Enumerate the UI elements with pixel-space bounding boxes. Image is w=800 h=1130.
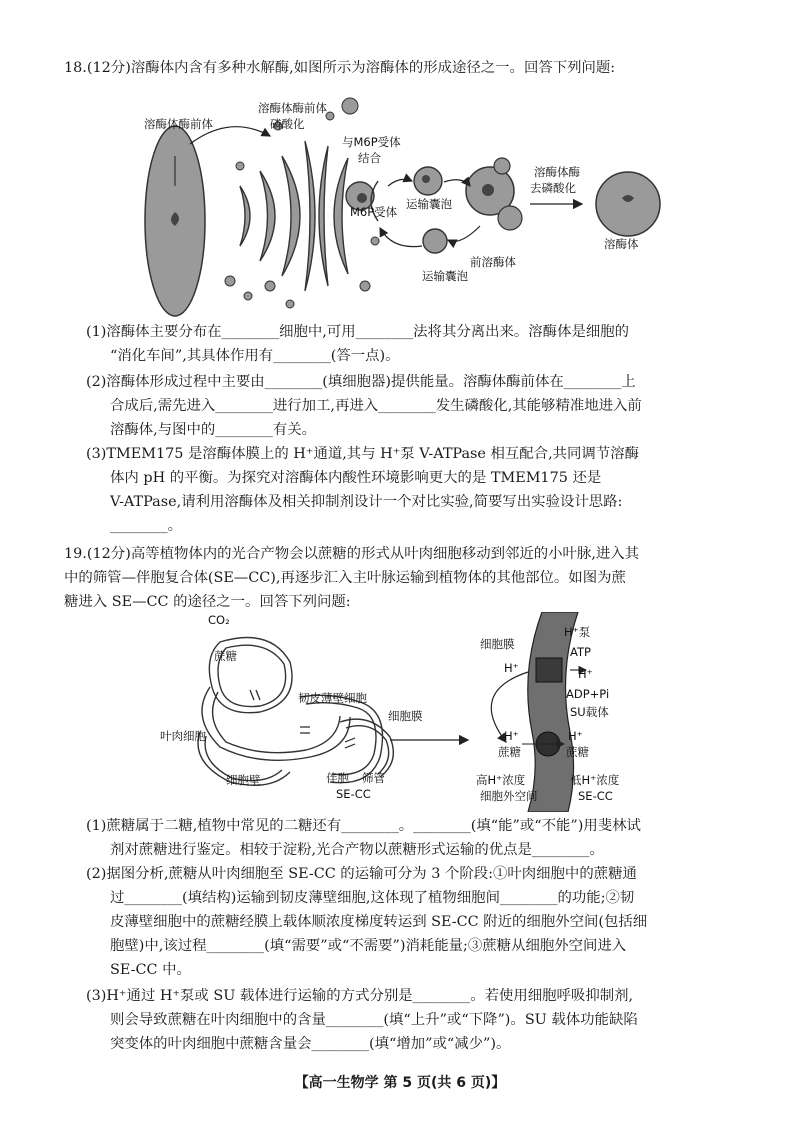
q18-sub3-line3: V-ATPase,请利用溶酶体及相关抑制剂设计一个对比实验,简要写出实验设计思路: <box>110 494 623 510</box>
label-hpump: H⁺泵 <box>564 625 591 639</box>
q19-stem-line3: 糖进入 SE—CC 的途径之一。回答下列问题: <box>64 594 351 610</box>
q18-sub2-line3: 溶酶体,与图中的________有关。 <box>110 422 317 438</box>
label-high-h: 高H⁺浓度 <box>476 773 526 787</box>
h-pump <box>536 658 562 682</box>
q19-sub1-line2: 剂对蔗糖进行鉴定。相较于淀粉,光合产物以蔗糖形式运输的优点是________。 <box>110 842 604 858</box>
label-sucrose-mid-left: 蔗糖 <box>498 745 521 759</box>
label-secc-left: SE-CC <box>336 787 371 801</box>
label-atp: ATP <box>570 645 591 659</box>
label-h-mid-left: H⁺ <box>504 729 519 743</box>
label-h-top-right: H⁺ <box>578 667 593 681</box>
label-lysosome: 溶酶体 <box>604 237 639 251</box>
label-dephos-2: 去磷酸化 <box>530 181 576 195</box>
golgi-apparatus <box>240 141 348 291</box>
label-vesicle-top: 运输囊泡 <box>406 197 452 211</box>
q19-sub2-line3: 皮薄壁细胞中的蔗糖经膜上载体顺浓度梯度转运到 SE-CC 附近的细胞外空间(包括细 <box>110 914 648 930</box>
label-membrane-left: 细胞膜 <box>388 709 423 723</box>
label-phos-1: 溶酶体酶前体 <box>258 101 327 115</box>
label-sucrose-mid-right: 蔗糖 <box>566 745 589 759</box>
q18-sub1-line1: (1)溶酶体主要分布在________细胞中,可用________法将其分离出来。溶酶体是细胞的 <box>86 324 630 340</box>
label-outer-space: 细胞外空间 <box>480 789 538 803</box>
q19-sub3-line3: 突变体的叶肉细胞中蔗糖含量会________(填“增加”或“减少”)。 <box>110 1036 511 1052</box>
label-sieve: 筛管 <box>362 771 385 785</box>
q19-stem-line2: 中的筛管—伴胞复合体(SE—CC),再逐步汇入主叶脉运输到植物体的其他部位。如图为蔗 <box>64 570 626 586</box>
label-bind-2: 结合 <box>358 151 381 165</box>
label-phos-2: 磷酸化 <box>270 117 305 131</box>
label-h-top-left: H⁺ <box>504 661 519 675</box>
q19-stem-line1: 19.(12分)高等植物体内的光合产物会以蔗糖的形式从叶肉细胞移动到邻近的小叶脉,进入其 <box>64 546 640 562</box>
label-vesicle-bottom: 运输囊泡 <box>422 269 468 283</box>
label-secc-right: SE-CC <box>578 789 613 803</box>
label-phloem: 韧皮薄壁细胞 <box>298 691 367 705</box>
page-footer: 【高一生物学 第 5 页(共 6 页)】 <box>294 1075 506 1091</box>
q19-sub2-line2: 过________(填结构)运输到韧皮薄壁细胞,这体现了植物细胞间________的功能;②韧 <box>110 890 635 906</box>
q19-sub3-line2: 则会导致蔗糖在叶肉细胞中的含量________(填“上升”或“下降”)。SU 载体功能缺陷 <box>110 1012 638 1028</box>
lysosome <box>596 172 660 236</box>
q18-sub3-line4: ________。 <box>110 518 182 534</box>
q18-sub2-line2: 合成后,需先进入________进行加工,再进入________发生磷酸化,其能够精准地进入前 <box>110 398 642 414</box>
label-co2: CO₂ <box>208 613 230 627</box>
sucrose-transport-diagram <box>150 612 670 812</box>
label-mesophyll: 叶肉细胞 <box>160 729 206 743</box>
q18-sub2-line1: (2)溶酶体形成过程中主要由________(填细胞器)提供能量。溶酶体酶前体在________上 <box>86 374 636 390</box>
q18-sub3-line1: (3)TMEM175 是溶酶体膜上的 H⁺通道,其与 H⁺泵 V-ATPase 相互配合,共同调节溶酶 <box>86 446 639 462</box>
q18-stem: 18.(12分)溶酶体内含有多种水解酶,如图所示为溶酶体的形成途径之一。回答下列问题: <box>64 60 616 76</box>
label-companion: 伴胞 <box>326 771 349 785</box>
q19-sub3-line1: (3)H⁺通过 H⁺泵或 SU 载体进行运输的方式分别是________。若使用细胞呼吸抑制剂, <box>86 988 634 1004</box>
label-adp: ADP+Pi <box>566 687 610 701</box>
label-cellwall: 细胞壁 <box>226 773 261 787</box>
label-sucrose-left: 蔗糖 <box>214 649 237 663</box>
label-su: SU载体 <box>570 705 609 719</box>
label-receptor: M6P受体 <box>350 205 398 219</box>
label-dephos-1: 溶酶体酶 <box>534 165 580 179</box>
q19-sub2-line5: SE-CC 中。 <box>110 962 191 978</box>
label-membrane-right: 细胞膜 <box>480 637 515 651</box>
label-prelyso: 前溶酶体 <box>470 255 516 269</box>
q18-sub3-line2: 体内 pH 的平衡。为探究对溶酶体内酸性环境影响更大的是 TMEM175 还是 <box>110 470 602 486</box>
q18-sub1-line2: “消化车间”,其具体作用有________(答一点)。 <box>110 348 400 364</box>
lysosome-formation-diagram <box>130 86 690 326</box>
label-bind-1: 与M6P受体 <box>342 135 401 149</box>
label-h-mid-right: H⁺ <box>568 729 583 743</box>
label-precursor: 溶酶体酶前体 <box>144 117 213 131</box>
q19-sub2-line1: (2)据图分析,蔗糖从叶肉细胞至 SE-CC 的运输可分为 3 个阶段:①叶肉细胞中的蔗糖通 <box>86 866 637 882</box>
label-low-h: 低H⁺浓度 <box>570 773 620 787</box>
q19-sub1-line1: (1)蔗糖属于二糖,植物中常见的二糖还有________。________(填“能”或“不能”)用斐林试 <box>86 818 641 834</box>
q19-sub2-line4: 胞壁)中,该过程________(填“需要”或“不需要”)消耗能量;③蔗糖从细胞外空间进入 <box>110 938 627 954</box>
